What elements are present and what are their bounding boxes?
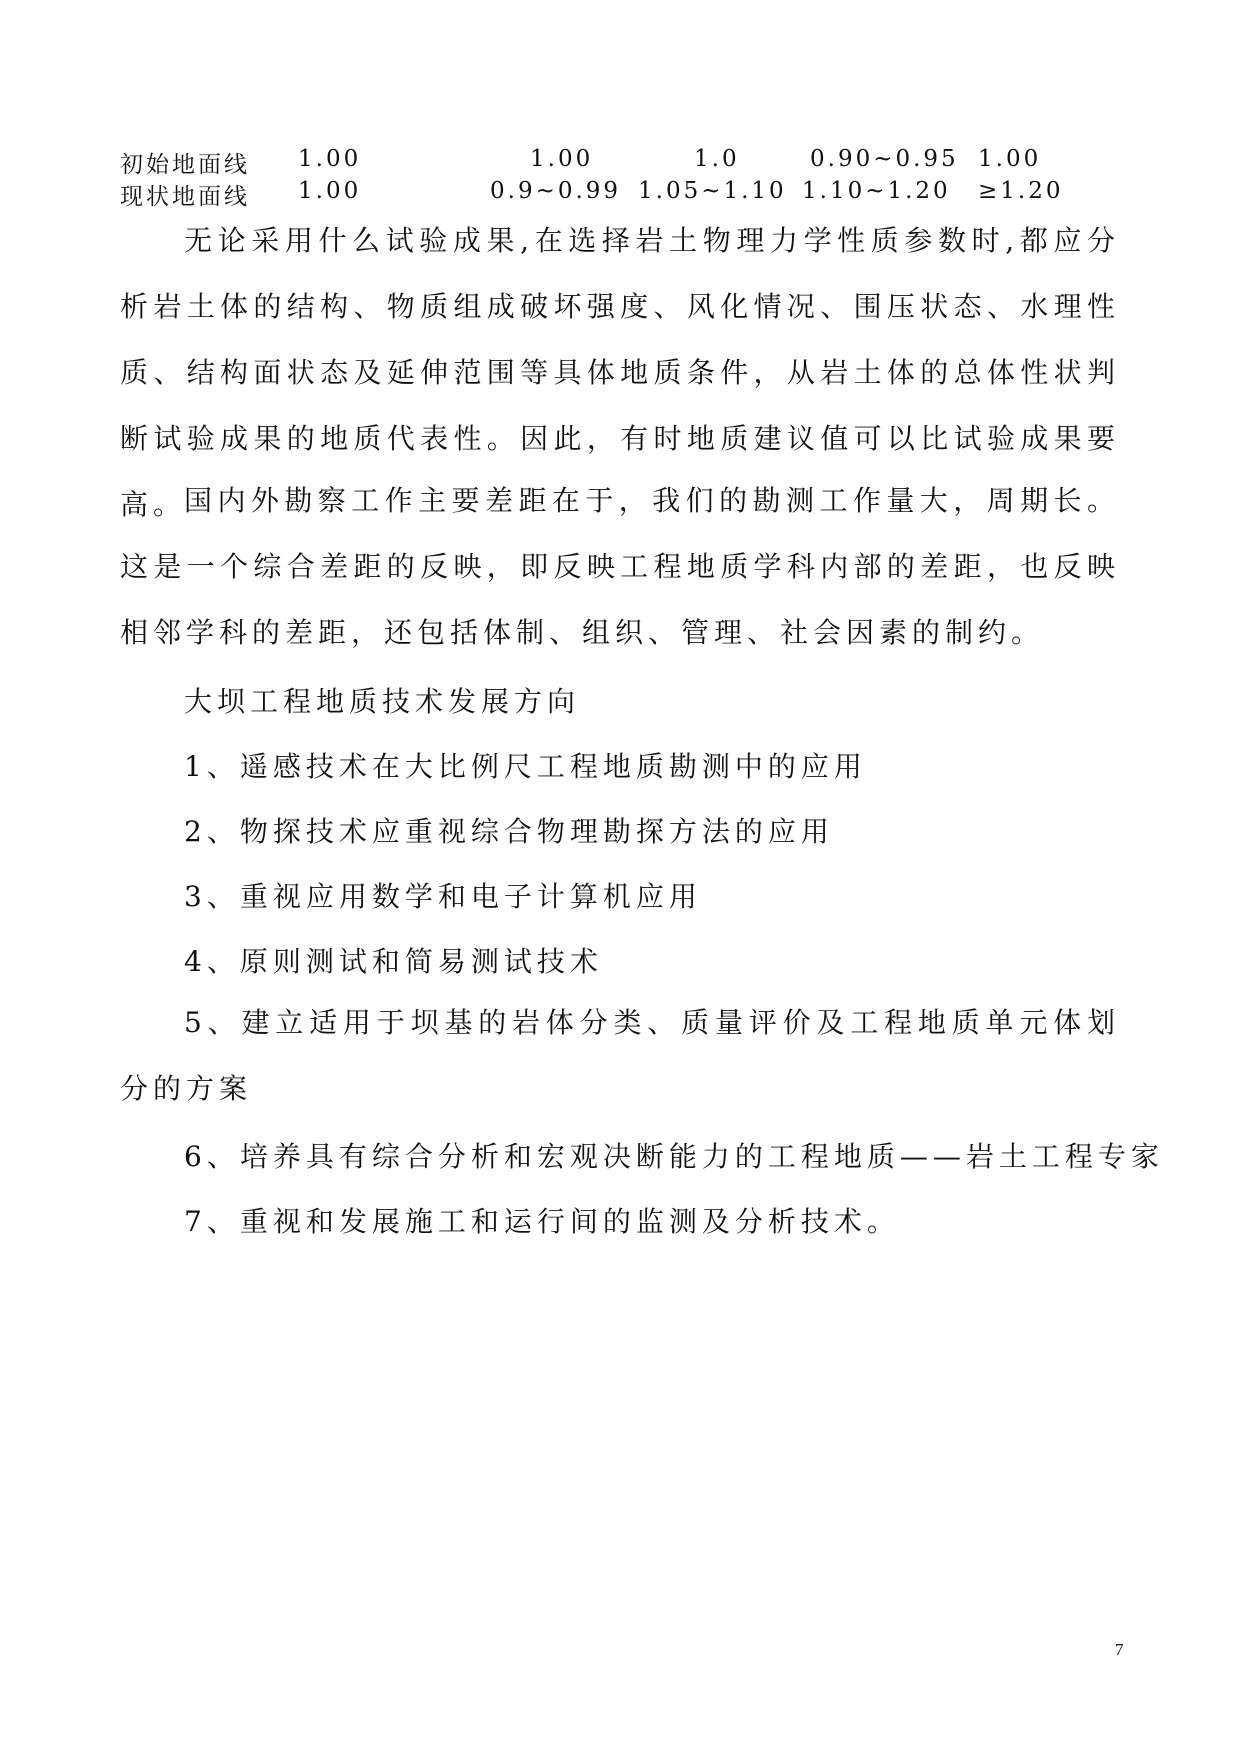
row-value-2: 0.9~0.99 (490, 178, 622, 204)
list-item: 2、物探技术应重视综合物理勘探方法的应用 (184, 815, 834, 848)
list-item: 6、培养具有综合分析和宏观决断能力的工程地质——岩土工程专家 (184, 1140, 1164, 1173)
list-item: 1、遥感技术在大比例尺工程地质勘测中的应用 (184, 750, 867, 783)
row-value-4: 1.10~1.20 (802, 178, 951, 204)
row-value-1: 1.00 (298, 146, 362, 172)
paragraph-survey-gap: 国内外勘察工作主要差距在于，我们的勘测工作量大，周期长。这是一个综合差距的反映，即反映工程地质学科内部的差距，也反映相邻学科的差距，还包括体制、组织、管理、社会因素的制约。 (120, 484, 1120, 649)
paragraph-test-results: 无论采用什么试验成果,在选择岩土物理力学性质参数时,都应分析岩土体的结构、物质组成破坏强度、风化情况、围压状态、水理性质、结构面状态及延伸范围等具体地质条件，从岩土体的总体性状判断试验成果的地质代表性。因此，有时地质建议值可以比试验成果要高。 (120, 224, 1120, 521)
row-label: 现状地面线 (120, 184, 250, 210)
row-value-5: 1.00 (978, 146, 1042, 172)
list-item: 3、重视应用数学和电子计算机应用 (184, 880, 702, 913)
list-item: 5、建立适用于坝基的岩体分类、质量评价及工程地质单元体划分的方案 (120, 1006, 1120, 1105)
row-value-3: 1.0 (694, 146, 740, 172)
section-heading: 大坝工程地质技术发展方向 (184, 685, 581, 718)
row-value-2: 1.00 (530, 146, 594, 172)
row-value-3: 1.05~1.10 (638, 178, 787, 204)
page-number: 7 (1115, 1640, 1124, 1659)
row-value-4: 0.90~0.95 (810, 146, 959, 172)
list-item: 7、重视和发展施工和运行间的监测及分析技术。 (184, 1205, 900, 1238)
row-label: 初始地面线 (120, 152, 250, 178)
row-value-5: ≥1.20 (978, 178, 1064, 204)
list-item: 4、原则测试和简易测试技术 (184, 945, 603, 978)
row-value-1: 1.00 (298, 178, 362, 204)
